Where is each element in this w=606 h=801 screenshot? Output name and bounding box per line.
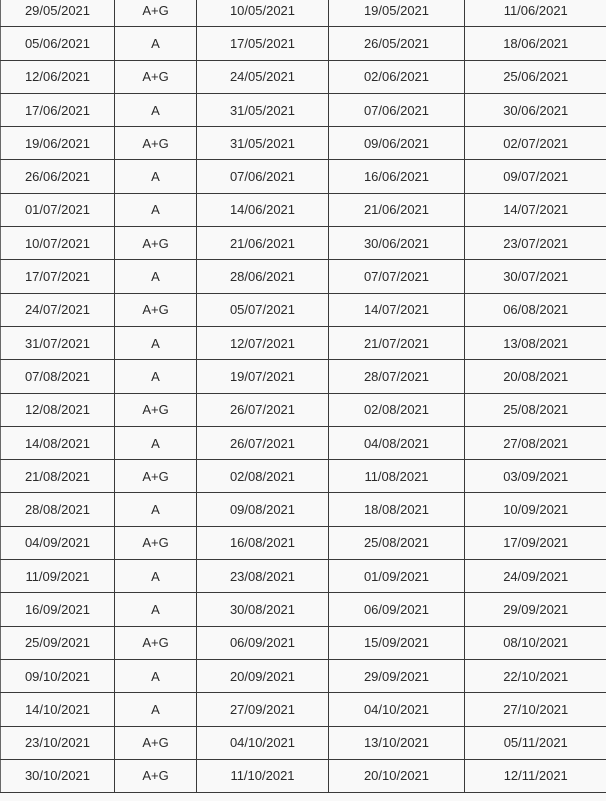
date-cell: 10/07/2021: [1, 227, 115, 260]
table-row: [1, 593, 606, 626]
date-cell: 24/07/2021: [1, 293, 115, 326]
type-cell: A: [115, 659, 197, 692]
start-date-cell: 06/09/2021: [197, 626, 329, 659]
table-row: [1, 326, 606, 359]
mid-date-cell: 09/06/2021: [329, 127, 465, 160]
mid-date-cell: 07/07/2021: [329, 260, 465, 293]
end-date-cell: 02/07/2021: [465, 127, 606, 160]
start-date-cell: 02/08/2021: [197, 460, 329, 493]
mid-date-cell: 11/08/2021: [329, 460, 465, 493]
date-cell: 17/07/2021: [1, 260, 115, 293]
end-date-cell: 08/10/2021: [465, 626, 606, 659]
date-cell: 19/06/2021: [1, 127, 115, 160]
end-date-cell: 12/11/2021: [465, 759, 606, 792]
date-cell: 14/10/2021: [1, 693, 115, 726]
start-date-cell: 04/10/2021: [197, 726, 329, 759]
date-cell: 01/07/2021: [1, 193, 115, 226]
table-row: [1, 227, 606, 260]
date-cell: 14/08/2021: [1, 426, 115, 459]
date-cell: 21/08/2021: [1, 460, 115, 493]
mid-date-cell: 21/06/2021: [329, 193, 465, 226]
mid-date-cell: 18/08/2021: [329, 493, 465, 526]
table-row: [1, 659, 606, 692]
table-row: [1, 260, 606, 293]
date-cell: 09/10/2021: [1, 659, 115, 692]
mid-date-cell: 15/09/2021: [329, 626, 465, 659]
end-date-cell: 27/10/2021: [465, 693, 606, 726]
table-row: [1, 560, 606, 593]
table-row: [1, 526, 606, 559]
mid-date-cell: 04/10/2021: [329, 693, 465, 726]
date-cell: 05/06/2021: [1, 27, 115, 60]
type-cell: A: [115, 260, 197, 293]
date-cell: 12/08/2021: [1, 393, 115, 426]
type-cell: A: [115, 93, 197, 126]
start-date-cell: 20/09/2021: [197, 659, 329, 692]
type-cell: A+G: [115, 526, 197, 559]
table-row: [1, 127, 606, 160]
mid-date-cell: 21/07/2021: [329, 326, 465, 359]
date-cell: 28/08/2021: [1, 493, 115, 526]
table-row: [1, 426, 606, 459]
type-cell: A+G: [115, 759, 197, 792]
date-cell: 12/06/2021: [1, 60, 115, 93]
type-cell: A: [115, 27, 197, 60]
start-date-cell: 16/08/2021: [197, 526, 329, 559]
type-cell: A+G: [115, 393, 197, 426]
start-date-cell: 10/05/2021: [197, 0, 329, 27]
type-cell: A: [115, 326, 197, 359]
start-date-cell: 28/06/2021: [197, 260, 329, 293]
start-date-cell: 24/05/2021: [197, 60, 329, 93]
table-row: [1, 493, 606, 526]
date-cell: 26/06/2021: [1, 160, 115, 193]
end-date-cell: 03/09/2021: [465, 460, 606, 493]
end-date-cell: 20/08/2021: [465, 360, 606, 393]
end-date-cell: 25/08/2021: [465, 393, 606, 426]
date-cell: 30/10/2021: [1, 759, 115, 792]
table-row: [1, 93, 606, 126]
type-cell: A: [115, 493, 197, 526]
table-row: [1, 160, 606, 193]
type-cell: A: [115, 693, 197, 726]
end-date-cell: 17/09/2021: [465, 526, 606, 559]
date-cell: 31/07/2021: [1, 326, 115, 359]
start-date-cell: 09/08/2021: [197, 493, 329, 526]
date-cell: 25/09/2021: [1, 626, 115, 659]
mid-date-cell: 02/06/2021: [329, 60, 465, 93]
type-cell: A+G: [115, 0, 197, 27]
end-date-cell: 11/06/2021: [465, 0, 606, 27]
end-date-cell: 27/08/2021: [465, 426, 606, 459]
mid-date-cell: 19/05/2021: [329, 0, 465, 27]
type-cell: A: [115, 593, 197, 626]
mid-date-cell: 28/07/2021: [329, 360, 465, 393]
end-date-cell: 23/07/2021: [465, 227, 606, 260]
end-date-cell: 29/09/2021: [465, 593, 606, 626]
start-date-cell: 30/08/2021: [197, 593, 329, 626]
start-date-cell: 07/06/2021: [197, 160, 329, 193]
table-row: [1, 60, 606, 93]
mid-date-cell: 04/08/2021: [329, 426, 465, 459]
mid-date-cell: 01/09/2021: [329, 560, 465, 593]
start-date-cell: 21/06/2021: [197, 227, 329, 260]
start-date-cell: 19/07/2021: [197, 360, 329, 393]
type-cell: A+G: [115, 460, 197, 493]
start-date-cell: 17/05/2021: [197, 27, 329, 60]
table-row: [1, 0, 606, 27]
date-cell: 23/10/2021: [1, 726, 115, 759]
start-date-cell: 11/10/2021: [197, 759, 329, 792]
mid-date-cell: 30/06/2021: [329, 227, 465, 260]
table-row: [1, 193, 606, 226]
type-cell: A: [115, 560, 197, 593]
date-cell: 16/09/2021: [1, 593, 115, 626]
mid-date-cell: 16/06/2021: [329, 160, 465, 193]
end-date-cell: 22/10/2021: [465, 659, 606, 692]
end-date-cell: 10/09/2021: [465, 493, 606, 526]
date-cell: 04/09/2021: [1, 526, 115, 559]
date-cell: 11/09/2021: [1, 560, 115, 593]
mid-date-cell: 25/08/2021: [329, 526, 465, 559]
table-row: [1, 360, 606, 393]
start-date-cell: 31/05/2021: [197, 93, 329, 126]
date-cell: 17/06/2021: [1, 93, 115, 126]
end-date-cell: 06/08/2021: [465, 293, 606, 326]
type-cell: A+G: [115, 127, 197, 160]
table-row: [1, 626, 606, 659]
end-date-cell: 25/06/2021: [465, 60, 606, 93]
end-date-cell: 13/08/2021: [465, 326, 606, 359]
type-cell: A: [115, 160, 197, 193]
start-date-cell: 05/07/2021: [197, 293, 329, 326]
table-row: [1, 759, 606, 792]
table-row: [1, 27, 606, 60]
type-cell: A+G: [115, 726, 197, 759]
mid-date-cell: 26/05/2021: [329, 27, 465, 60]
mid-date-cell: 29/09/2021: [329, 659, 465, 692]
start-date-cell: 26/07/2021: [197, 393, 329, 426]
start-date-cell: 23/08/2021: [197, 560, 329, 593]
type-cell: A: [115, 193, 197, 226]
type-cell: A+G: [115, 626, 197, 659]
end-date-cell: 30/07/2021: [465, 260, 606, 293]
type-cell: A+G: [115, 293, 197, 326]
mid-date-cell: 20/10/2021: [329, 759, 465, 792]
table-row: [1, 693, 606, 726]
table-row: [1, 460, 606, 493]
date-cell: 07/08/2021: [1, 360, 115, 393]
mid-date-cell: 07/06/2021: [329, 93, 465, 126]
start-date-cell: 27/09/2021: [197, 693, 329, 726]
start-date-cell: 26/07/2021: [197, 426, 329, 459]
end-date-cell: 30/06/2021: [465, 93, 606, 126]
mid-date-cell: 06/09/2021: [329, 593, 465, 626]
start-date-cell: 12/07/2021: [197, 326, 329, 359]
date-cell: 29/05/2021: [1, 0, 115, 27]
start-date-cell: 14/06/2021: [197, 193, 329, 226]
schedule-table-body: [1, 0, 606, 793]
mid-date-cell: 14/07/2021: [329, 293, 465, 326]
end-date-cell: 24/09/2021: [465, 560, 606, 593]
table-row: [1, 393, 606, 426]
end-date-cell: 18/06/2021: [465, 27, 606, 60]
end-date-cell: 09/07/2021: [465, 160, 606, 193]
mid-date-cell: 13/10/2021: [329, 726, 465, 759]
type-cell: A: [115, 426, 197, 459]
end-date-cell: 05/11/2021: [465, 726, 606, 759]
type-cell: A: [115, 360, 197, 393]
mid-date-cell: 02/08/2021: [329, 393, 465, 426]
table-row: [1, 726, 606, 759]
type-cell: A+G: [115, 60, 197, 93]
start-date-cell: 31/05/2021: [197, 127, 329, 160]
table-row: [1, 293, 606, 326]
end-date-cell: 14/07/2021: [465, 193, 606, 226]
type-cell: A+G: [115, 227, 197, 260]
